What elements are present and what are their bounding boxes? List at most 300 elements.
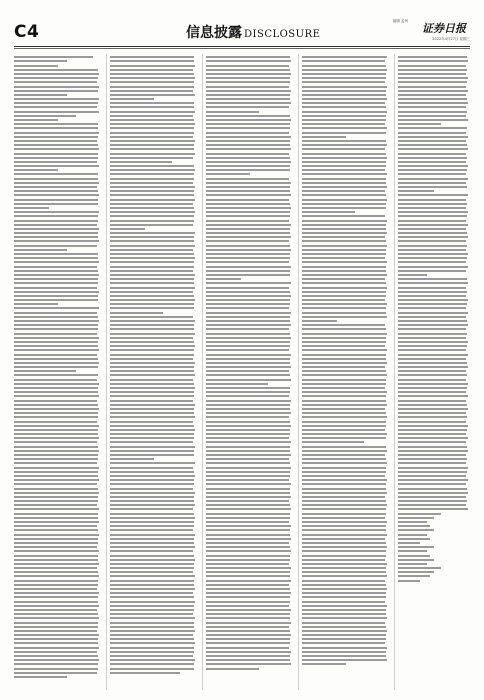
text-line — [14, 647, 99, 649]
text-line — [206, 220, 289, 222]
text-line — [302, 429, 385, 431]
text-line — [110, 567, 194, 569]
text-line — [110, 266, 194, 268]
text-line — [110, 575, 195, 577]
text-line — [206, 65, 289, 67]
text-line — [398, 421, 466, 423]
text-line — [206, 630, 290, 632]
text-line — [14, 169, 58, 171]
text-line — [14, 651, 97, 653]
text-line — [206, 119, 291, 121]
text-line — [302, 525, 386, 527]
text-line — [14, 320, 99, 322]
text-line — [302, 190, 385, 192]
text-line — [302, 358, 386, 360]
text-line — [398, 278, 467, 280]
text-line — [110, 546, 195, 548]
text-line — [302, 416, 387, 418]
text-line — [398, 115, 466, 117]
text-line — [398, 136, 468, 138]
text-line — [206, 563, 289, 565]
text-line — [14, 312, 97, 314]
text-line — [206, 312, 291, 314]
text-line — [110, 132, 194, 134]
text-line — [14, 349, 99, 351]
text-line — [302, 81, 385, 83]
text-line — [398, 215, 467, 217]
text-line — [302, 182, 386, 184]
text-line — [14, 663, 98, 665]
text-line — [206, 412, 291, 414]
text-line — [110, 580, 194, 582]
text-line — [206, 651, 291, 653]
text-line — [302, 630, 387, 632]
text-line — [14, 601, 98, 603]
text-line — [398, 475, 466, 477]
text-line — [14, 538, 98, 540]
text-line — [206, 148, 291, 150]
text-line — [110, 433, 194, 435]
text-line — [206, 136, 291, 138]
text-line — [110, 73, 194, 75]
text-line — [302, 605, 387, 607]
text-line — [206, 349, 289, 351]
text-line — [206, 588, 290, 590]
text-line — [110, 488, 193, 490]
text-line — [302, 529, 386, 531]
text-line — [206, 404, 290, 406]
text-line — [14, 178, 98, 180]
text-line — [302, 199, 387, 201]
text-line — [110, 622, 194, 624]
text-line — [302, 194, 386, 196]
text-line — [110, 391, 194, 393]
text-line — [14, 567, 97, 569]
text-line — [110, 425, 194, 427]
editor-meta: 编辑 孟珂 — [392, 19, 408, 23]
text-line — [302, 65, 386, 67]
text-line — [110, 513, 194, 515]
text-line — [302, 538, 385, 540]
text-line — [206, 287, 289, 289]
text-line — [206, 584, 289, 586]
text-line — [110, 630, 195, 632]
text-line — [206, 337, 291, 339]
text-line — [302, 488, 386, 490]
text-line — [206, 115, 290, 117]
text-line — [14, 102, 98, 104]
text-line — [110, 374, 195, 376]
text-line — [14, 190, 98, 192]
text-line — [302, 400, 386, 402]
text-line — [302, 203, 386, 205]
text-line — [206, 194, 291, 196]
text-line — [14, 563, 99, 565]
text-line — [14, 383, 99, 385]
text-line — [302, 211, 355, 213]
text-line — [110, 529, 193, 531]
text-line — [110, 316, 193, 318]
text-line — [302, 224, 386, 226]
text-line — [302, 584, 386, 586]
text-line — [14, 140, 97, 142]
text-line — [110, 312, 163, 314]
text-line — [110, 542, 194, 544]
text-line — [110, 65, 195, 67]
text-line — [206, 659, 290, 661]
text-line — [110, 274, 195, 276]
text-line — [302, 471, 386, 473]
text-line — [302, 458, 386, 460]
text-line — [14, 550, 99, 552]
text-line — [398, 56, 467, 58]
text-line — [206, 270, 290, 272]
text-line — [14, 245, 97, 247]
text-line — [302, 73, 386, 75]
text-line — [398, 232, 467, 234]
text-line — [14, 508, 99, 510]
text-line — [110, 370, 194, 372]
text-line — [398, 60, 468, 62]
text-line — [206, 86, 289, 88]
text-line — [398, 555, 430, 557]
text-line — [110, 429, 195, 431]
text-line — [206, 525, 291, 527]
text-line — [110, 659, 195, 661]
text-line — [110, 86, 194, 88]
text-line — [302, 207, 386, 209]
text-line — [14, 642, 98, 644]
text-line — [398, 400, 466, 402]
text-line — [110, 245, 195, 247]
text-line — [206, 517, 290, 519]
text-line — [302, 651, 386, 653]
text-line — [206, 316, 290, 318]
text-line — [398, 186, 467, 188]
text-line — [206, 341, 290, 343]
text-line — [206, 567, 291, 569]
text-line — [14, 261, 99, 263]
text-line — [398, 123, 441, 125]
text-line — [206, 433, 290, 435]
text-line — [110, 366, 194, 368]
text-line — [110, 441, 193, 443]
text-line — [110, 56, 194, 58]
text-column-4 — [302, 54, 390, 692]
text-line — [110, 165, 194, 167]
text-line — [206, 299, 290, 301]
text-line — [14, 450, 99, 452]
text-line — [110, 638, 194, 640]
text-line — [110, 341, 194, 343]
text-line — [14, 60, 67, 62]
text-line — [398, 379, 466, 381]
text-line — [398, 488, 467, 490]
text-line — [302, 504, 387, 506]
text-line — [14, 676, 67, 678]
text-line — [14, 379, 97, 381]
text-line — [14, 488, 98, 490]
text-line — [110, 228, 145, 230]
text-line — [302, 86, 387, 88]
text-line — [206, 153, 289, 155]
text-line — [398, 220, 466, 222]
text-line — [302, 592, 386, 594]
text-line — [14, 458, 98, 460]
text-line — [14, 525, 97, 527]
text-line — [14, 153, 98, 155]
text-line — [14, 471, 98, 473]
text-line — [14, 266, 97, 268]
text-line — [14, 236, 98, 238]
text-line — [110, 534, 195, 536]
text-line — [398, 270, 466, 272]
text-line — [302, 634, 386, 636]
text-line — [206, 69, 290, 71]
text-line — [14, 161, 97, 163]
text-line — [206, 400, 291, 402]
text-line — [110, 555, 194, 557]
text-line — [398, 81, 467, 83]
column-divider — [394, 54, 395, 690]
text-line — [206, 274, 290, 276]
text-line — [302, 324, 385, 326]
text-line — [302, 370, 386, 372]
text-line — [398, 441, 466, 443]
text-line — [110, 617, 195, 619]
text-line — [110, 450, 194, 452]
text-line — [110, 253, 194, 255]
text-line — [302, 295, 386, 297]
text-line — [398, 94, 466, 96]
text-line — [398, 165, 468, 167]
text-line — [398, 559, 434, 561]
text-line — [398, 303, 467, 305]
text-line — [14, 173, 98, 175]
text-line — [206, 232, 290, 234]
text-line — [398, 199, 466, 201]
text-line — [206, 521, 289, 523]
text-line — [398, 211, 468, 213]
text-line — [206, 454, 291, 456]
text-line — [398, 194, 468, 196]
text-line — [206, 186, 290, 188]
text-line — [398, 358, 466, 360]
text-line — [110, 199, 195, 201]
column-divider — [202, 54, 203, 690]
text-line — [206, 596, 290, 598]
text-line — [110, 479, 194, 481]
text-line — [302, 345, 385, 347]
text-line — [110, 182, 193, 184]
text-line — [398, 345, 467, 347]
text-line — [110, 257, 195, 259]
text-line — [14, 228, 99, 230]
text-line — [110, 492, 195, 494]
text-line — [398, 106, 466, 108]
text-line — [398, 404, 467, 406]
text-line — [206, 98, 290, 100]
text-line — [398, 521, 427, 523]
text-line — [302, 245, 387, 247]
text-line — [14, 232, 98, 234]
text-line — [302, 56, 387, 58]
text-line — [302, 571, 386, 573]
text-line — [206, 190, 290, 192]
text-line — [110, 224, 193, 226]
text-line — [110, 596, 194, 598]
text-line — [302, 303, 387, 305]
text-line — [206, 56, 290, 58]
text-line — [398, 169, 467, 171]
text-line — [14, 136, 98, 138]
text-line — [206, 542, 289, 544]
text-line — [206, 622, 291, 624]
text-line — [14, 483, 97, 485]
text-line — [14, 412, 98, 414]
text-line — [302, 446, 386, 448]
text-line — [14, 249, 67, 251]
text-line — [110, 220, 194, 222]
text-line — [398, 458, 467, 460]
text-line — [206, 354, 291, 356]
text-line — [398, 274, 427, 276]
text-line — [398, 529, 434, 531]
text-line — [14, 358, 98, 360]
text-line — [110, 458, 154, 460]
text-line — [110, 157, 193, 159]
text-line — [14, 337, 99, 339]
text-line — [206, 224, 291, 226]
text-line — [206, 132, 289, 134]
text-line — [206, 663, 291, 665]
text-line — [302, 546, 387, 548]
text-line — [302, 266, 386, 268]
text-line — [14, 282, 98, 284]
text-line — [206, 324, 291, 326]
text-line — [110, 106, 194, 108]
text-line — [302, 94, 386, 96]
text-line — [110, 303, 194, 305]
text-line — [14, 492, 99, 494]
text-line — [398, 111, 467, 113]
text-line — [206, 642, 290, 644]
text-line — [110, 94, 195, 96]
text-line — [398, 132, 466, 134]
text-line — [206, 617, 290, 619]
text-line — [206, 488, 290, 490]
text-line — [302, 178, 386, 180]
text-line — [206, 249, 291, 251]
text-line — [14, 596, 98, 598]
text-line — [110, 69, 193, 71]
text-line — [302, 282, 386, 284]
text-line — [110, 127, 194, 129]
text-line — [110, 454, 194, 456]
text-line — [110, 328, 194, 330]
text-line — [206, 320, 290, 322]
text-line — [110, 102, 194, 104]
text-line — [14, 672, 97, 674]
text-line — [206, 182, 291, 184]
text-line — [206, 550, 291, 552]
text-line — [302, 622, 385, 624]
text-line — [14, 123, 98, 125]
text-line — [302, 165, 386, 167]
text-line — [302, 119, 386, 121]
text-line — [110, 333, 195, 335]
text-line — [302, 383, 386, 385]
section-title — [186, 22, 320, 42]
text-line — [110, 672, 180, 674]
text-line — [206, 446, 290, 448]
text-line — [206, 500, 289, 502]
text-line — [302, 567, 386, 569]
text-line — [302, 626, 386, 628]
text-line — [206, 358, 290, 360]
text-line — [206, 144, 290, 146]
text-line — [14, 211, 99, 213]
text-line — [398, 504, 466, 506]
text-line — [14, 203, 98, 205]
text-line — [14, 467, 99, 469]
text-line — [302, 421, 386, 423]
text-line — [302, 500, 386, 502]
text-line — [302, 270, 386, 272]
text-line — [14, 580, 98, 582]
text-line — [398, 387, 467, 389]
text-line — [302, 157, 387, 159]
text-line — [302, 391, 387, 393]
text-line — [206, 387, 290, 389]
text-line — [206, 140, 290, 142]
text-line — [14, 374, 98, 376]
text-line — [398, 257, 467, 259]
text-line — [398, 148, 468, 150]
text-line — [110, 144, 194, 146]
text-line — [110, 601, 195, 603]
text-line — [398, 324, 468, 326]
text-line — [206, 441, 291, 443]
text-line — [398, 567, 441, 569]
text-line — [398, 161, 466, 163]
text-line — [302, 249, 386, 251]
text-line — [14, 278, 98, 280]
text-line — [398, 203, 467, 205]
text-line — [398, 253, 468, 255]
text-line — [14, 303, 58, 305]
text-line — [14, 316, 98, 318]
text-line — [302, 299, 385, 301]
text-line — [110, 605, 194, 607]
text-line — [302, 483, 386, 485]
text-line — [14, 479, 99, 481]
text-line — [398, 374, 467, 376]
text-line — [14, 81, 97, 83]
text-line — [398, 341, 468, 343]
text-line — [14, 295, 98, 297]
text-line — [110, 647, 194, 649]
text-line — [398, 333, 467, 335]
text-line — [206, 408, 290, 410]
text-line — [14, 148, 99, 150]
text-line — [110, 299, 195, 301]
text-line — [206, 475, 290, 477]
text-line — [14, 299, 98, 301]
text-line — [398, 425, 468, 427]
text-line — [302, 236, 385, 238]
text-line — [206, 546, 290, 548]
